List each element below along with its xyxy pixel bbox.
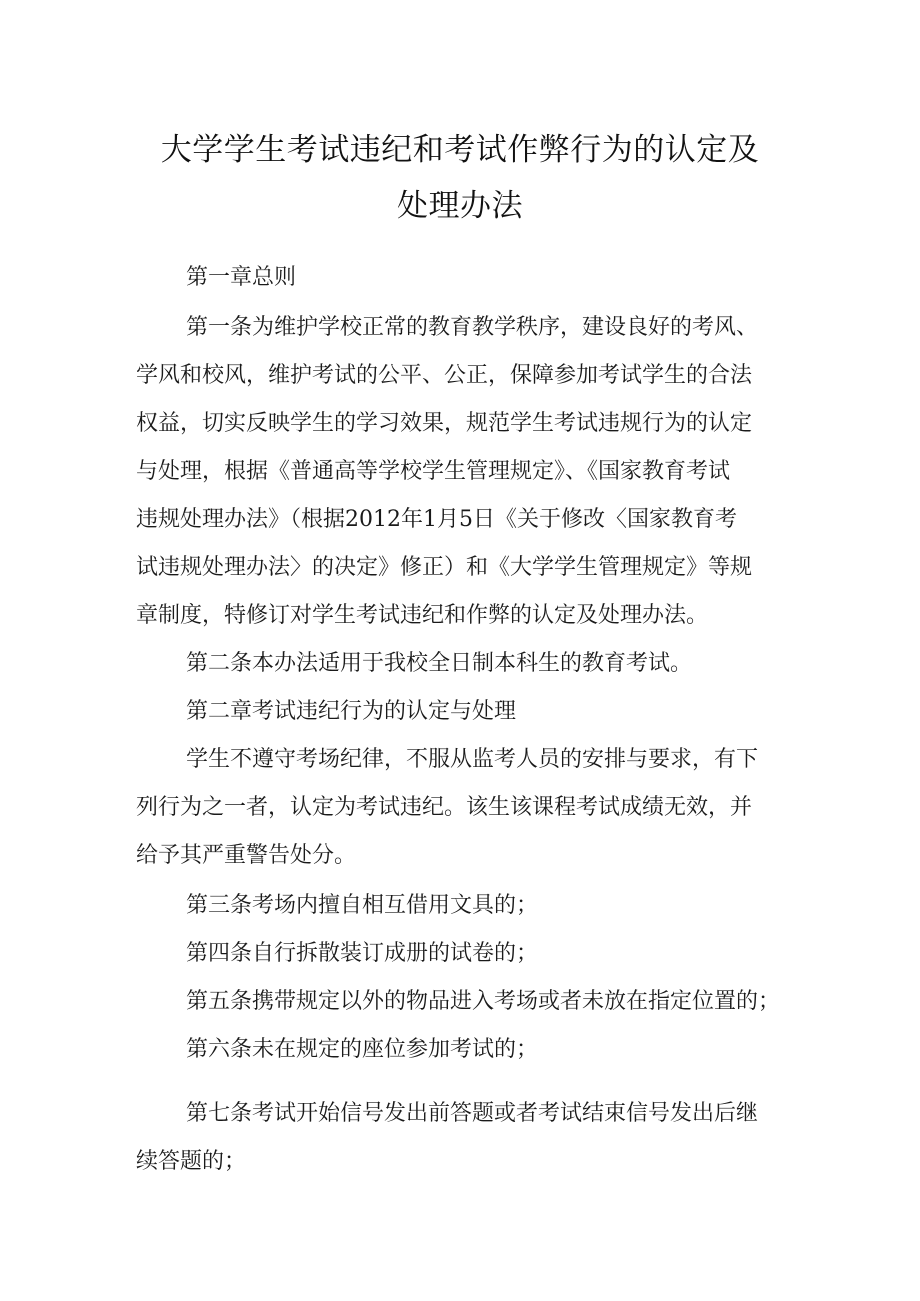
chapter-heading: 第一章总则 (186, 265, 297, 290)
paragraph-line: 学生不遵守考场纪律，不服从监考人员的安排与要求，有下 (186, 747, 759, 772)
article-line: 第六条未在规定的座位参加考试的； (186, 1037, 539, 1062)
document-title-line-2: 处理办法 (397, 188, 523, 224)
article-line: 与处理，根据《普通高等学校学生管理规定》、《国家教育考试 (136, 459, 731, 484)
article-line: 学风和校风，维护考试的公平、公正，保障参加考试学生的合法 (136, 363, 753, 388)
chapter-heading: 第二章考试违纪行为的认定与处理 (186, 699, 517, 724)
article-line: 第四条自行拆散装订成册的试卷的； (186, 941, 539, 966)
article-line: 第七条考试开始信号发出前答题或者考试结束信号发出后继 (186, 1101, 759, 1126)
article-line: 第三条考场内擅自相互借用文具的； (186, 893, 539, 918)
article-line: 续答题的； (136, 1149, 247, 1174)
document-title-line-1: 大学学生考试违纪和考试作弊行为的认定及 (160, 132, 760, 168)
article-line: 权益，切实反映学生的学习效果，规范学生考试违规行为的认定 (136, 411, 753, 436)
article-line: 章制度，特修订对学生考试违纪和作弊的认定及处理办法。 (136, 603, 709, 628)
article-line: 违规处理办法》（根据2012年1月5日《关于修改〈国家教育考 (136, 507, 737, 532)
paragraph-line: 列行为之一者，认定为考试违纪。该生该课程考试成绩无效，并 (136, 795, 753, 820)
article-line: 第一条为维护学校正常的教育教学秩序，建设良好的考风、 (186, 315, 759, 340)
article-line: 试违规处理办法〉的决定》修正）和《大学学生管理规定》等规 (136, 555, 753, 580)
paragraph-line: 给予其严重警告处分。 (136, 843, 357, 868)
article-line: 第二条本办法适用于我校全日制本科生的教育考试。 (186, 651, 693, 676)
article-line: 第五条携带规定以外的物品进入考场或者未放在指定位置的； (186, 989, 781, 1014)
